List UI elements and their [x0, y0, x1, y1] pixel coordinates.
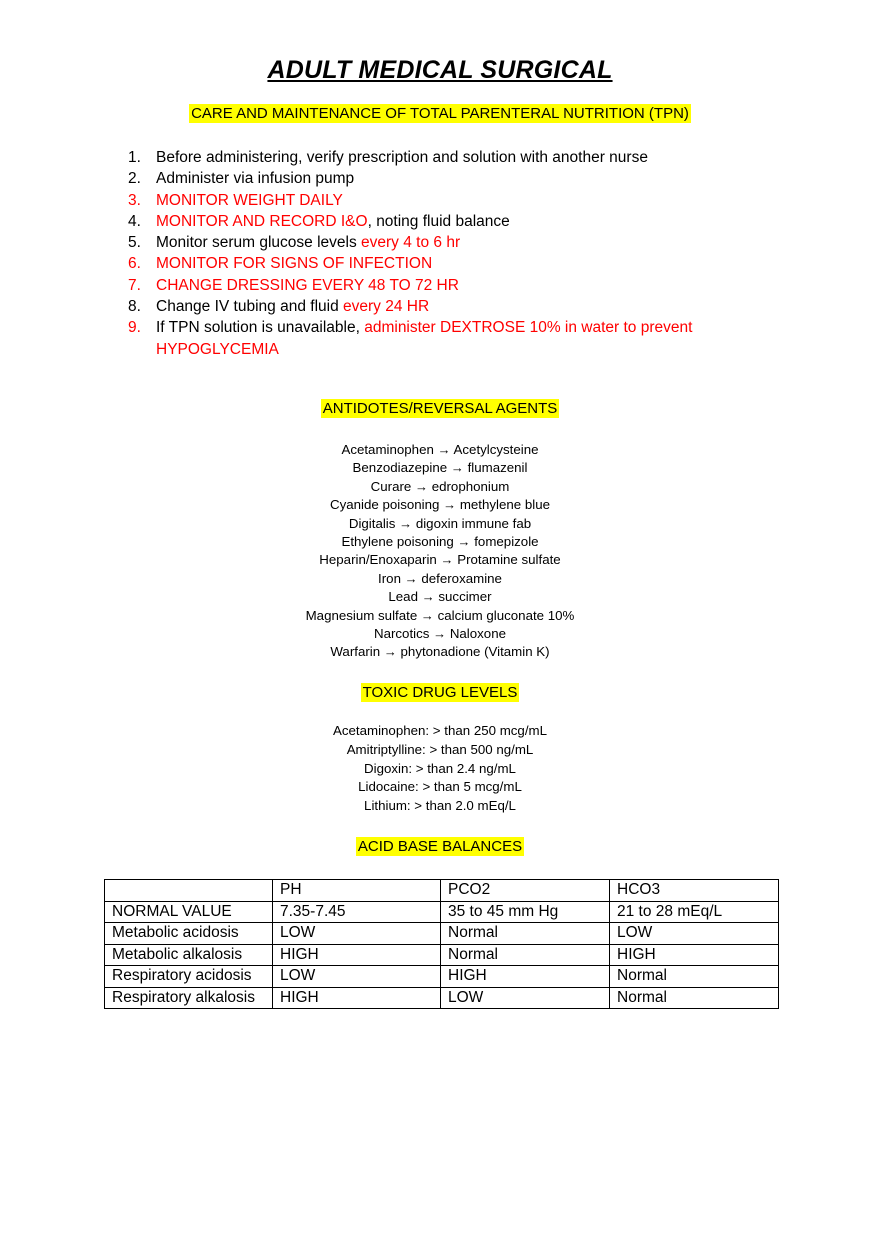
- toxic-agent: Narcotics: [373, 626, 430, 642]
- list-number: 1.: [128, 149, 141, 166]
- antidote-row: [0, 607, 880, 625]
- toxic-levels-list: [0, 722, 880, 816]
- toxic-heading-wrap: [0, 684, 880, 702]
- table-row: [105, 987, 779, 1009]
- table-cell: [105, 880, 273, 902]
- item-text: Before administering, verify prescription and solution with another nurse: [156, 149, 648, 166]
- arrow-right-icon: →: [433, 626, 447, 642]
- antidote-row: [0, 570, 880, 588]
- arrow-right-icon: →: [404, 570, 418, 586]
- toxic-agent: Lead: [388, 589, 418, 605]
- list-number: 6.: [128, 255, 141, 273]
- toxic-agent: Heparin/Enoxaparin: [319, 552, 437, 568]
- tpn-list-item: [110, 147, 750, 168]
- item-text: Administer via infusion pump: [156, 170, 355, 188]
- toxic-levels-heading: TOXIC DRUG LEVELS: [362, 684, 518, 701]
- toxic-level-item: Lidocaine: > than 5 mcg/mL: [358, 779, 522, 795]
- toxic-level-item: Digoxin: > than 2.4 ng/mL: [364, 760, 516, 776]
- emphasis-text: MONITOR AND RECORD I&O: [156, 212, 368, 230]
- table-cell: Normal: [441, 944, 610, 966]
- antidote-agent: edrophonium: [431, 478, 510, 494]
- item-text: Monitor serum glucose levels: [156, 234, 362, 252]
- antidote-agent: Acetylcysteine: [453, 442, 539, 457]
- emphasis-text: administer DEXTROSE 10% in water to prevent HYPOGLYCEMIA: [156, 319, 693, 358]
- tpn-list-item: [110, 232, 750, 253]
- arrow-right-icon: →: [440, 552, 454, 568]
- antidote-row: [0, 478, 880, 496]
- antidotes-heading-wrap: [0, 400, 880, 418]
- antidote-row: [0, 643, 880, 661]
- antidote-agent: Naloxone: [449, 626, 506, 642]
- list-number: 5.: [128, 234, 141, 252]
- antidote-agent: methylene blue: [459, 497, 550, 513]
- table-cell: PCO2: [441, 880, 610, 902]
- table-cell: Normal: [610, 987, 779, 1009]
- tpn-list-item: [110, 296, 750, 317]
- tpn-heading: CARE AND MAINTENANCE OF TOTAL PARENTERAL NUTRITION (TPN): [191, 105, 689, 122]
- arrow-right-icon: →: [399, 515, 413, 531]
- antidote-agent: flumazenil: [467, 460, 528, 476]
- toxic-agent: Acetaminophen: [341, 442, 434, 457]
- list-number: 3.: [128, 191, 141, 209]
- table-cell: LOW: [610, 923, 779, 945]
- list-number: 2.: [128, 170, 141, 188]
- antidote-row: [0, 496, 880, 514]
- antidote-row: [0, 441, 880, 459]
- antidote-row: [0, 625, 880, 643]
- list-number: 9.: [128, 319, 141, 337]
- tpn-list-item: [110, 317, 750, 360]
- toxic-level-item: Amitriptylline: > than 500 ng/mL: [346, 741, 534, 757]
- table-header-row: [105, 880, 779, 902]
- antidote-row: [0, 515, 880, 533]
- table-cell: LOW: [441, 987, 610, 1009]
- tpn-list-item: [110, 190, 750, 211]
- acid-base-heading-wrap: [0, 838, 880, 856]
- table-row: [105, 901, 779, 923]
- emphasis-text: every 24 HR: [343, 298, 430, 316]
- emphasis-text: MONITOR WEIGHT DAILY: [156, 191, 343, 209]
- table-cell: Normal: [441, 923, 610, 945]
- tpn-list-item: [110, 275, 750, 296]
- table-cell: Respiratory alkalosis: [105, 987, 273, 1009]
- toxic-level-item: Lithium: > than 2.0 mEq/L: [364, 798, 516, 814]
- table-row: [105, 923, 779, 945]
- table-cell: HIGH: [273, 987, 441, 1009]
- table-cell: HCO3: [610, 880, 779, 902]
- arrow-right-icon: →: [383, 644, 397, 660]
- antidote-row: [0, 588, 880, 606]
- antidote-agent: phytonadione (Vitamin K): [400, 644, 550, 660]
- list-number: 7.: [128, 276, 141, 294]
- page-title: ADULT MEDICAL SURGICAL: [267, 56, 613, 84]
- arrow-right-icon: →: [420, 607, 434, 623]
- table-cell: LOW: [273, 966, 441, 988]
- item-text: If TPN solution is unavailable,: [156, 319, 365, 337]
- emphasis-text: MONITOR FOR SIGNS OF INFECTION: [156, 255, 433, 273]
- toxic-level-item: Acetaminophen: > than 250 mcg/mL: [333, 723, 547, 738]
- antidote-row: [0, 551, 880, 569]
- antidote-agent: fomepizole: [474, 534, 539, 550]
- toxic-agent: Ethylene poisoning: [341, 534, 454, 550]
- tpn-care-list: [110, 147, 750, 360]
- antidote-agent: digoxin immune fab: [415, 515, 532, 531]
- arrow-right-icon: →: [457, 534, 471, 550]
- emphasis-text: every 4 to 6 hr: [361, 234, 461, 252]
- table-cell: LOW: [273, 923, 441, 945]
- toxic-agent: Benzodiazepine: [352, 460, 448, 476]
- antidote-row: [0, 533, 880, 551]
- item-text: , noting fluid balance: [367, 212, 510, 230]
- table-cell: 35 to 45 mm Hg: [441, 901, 610, 923]
- toxic-agent: Iron: [378, 570, 401, 586]
- antidote-agent: calcium gluconate 10%: [437, 607, 575, 623]
- tpn-list-item: [110, 211, 750, 232]
- acid-base-table: [104, 879, 779, 1009]
- table-cell: HIGH: [273, 944, 441, 966]
- tpn-heading-wrap: [0, 105, 880, 123]
- toxic-agent: Warfarin: [330, 644, 381, 660]
- antidote-agent: succimer: [438, 589, 492, 605]
- arrow-right-icon: →: [415, 478, 429, 494]
- antidotes-heading: ANTIDOTES/REVERSAL AGENTS: [322, 400, 558, 417]
- arrow-right-icon: →: [443, 497, 457, 513]
- list-number: 8.: [128, 298, 141, 316]
- arrow-right-icon: →: [437, 442, 451, 457]
- toxic-agent: Curare: [370, 478, 412, 494]
- antidote-agent: deferoxamine: [421, 570, 502, 586]
- antidotes-list: [0, 441, 880, 662]
- table-cell: HIGH: [441, 966, 610, 988]
- table-cell: Metabolic acidosis: [105, 923, 273, 945]
- toxic-agent: Digitalis: [348, 515, 396, 531]
- arrow-right-icon: →: [450, 460, 464, 476]
- table-cell: 21 to 28 mEq/L: [610, 901, 779, 923]
- list-number: 4.: [128, 212, 141, 230]
- emphasis-text: CHANGE DRESSING EVERY 48 TO 72 HR: [156, 276, 459, 294]
- table-cell: Respiratory acidosis: [105, 966, 273, 988]
- toxic-agent: Magnesium sulfate: [305, 607, 418, 623]
- table-cell: HIGH: [610, 944, 779, 966]
- item-text: Change IV tubing and fluid: [156, 298, 343, 316]
- table-cell: Normal: [610, 966, 779, 988]
- arrow-right-icon: →: [421, 589, 435, 605]
- table-cell: PH: [273, 880, 441, 902]
- table-row: [105, 944, 779, 966]
- antidote-row: [0, 459, 880, 477]
- tpn-list-item: [110, 253, 750, 274]
- table-cell: NORMAL VALUE: [105, 901, 273, 923]
- table-row: [105, 966, 779, 988]
- antidote-agent: Protamine sulfate: [457, 552, 561, 568]
- tpn-list-item: [110, 168, 750, 189]
- table-cell: 7.35-7.45: [273, 901, 441, 923]
- toxic-agent: Cyanide poisoning: [329, 497, 440, 513]
- table-cell: Metabolic alkalosis: [105, 944, 273, 966]
- acid-base-heading: ACID BASE BALANCES: [357, 838, 523, 855]
